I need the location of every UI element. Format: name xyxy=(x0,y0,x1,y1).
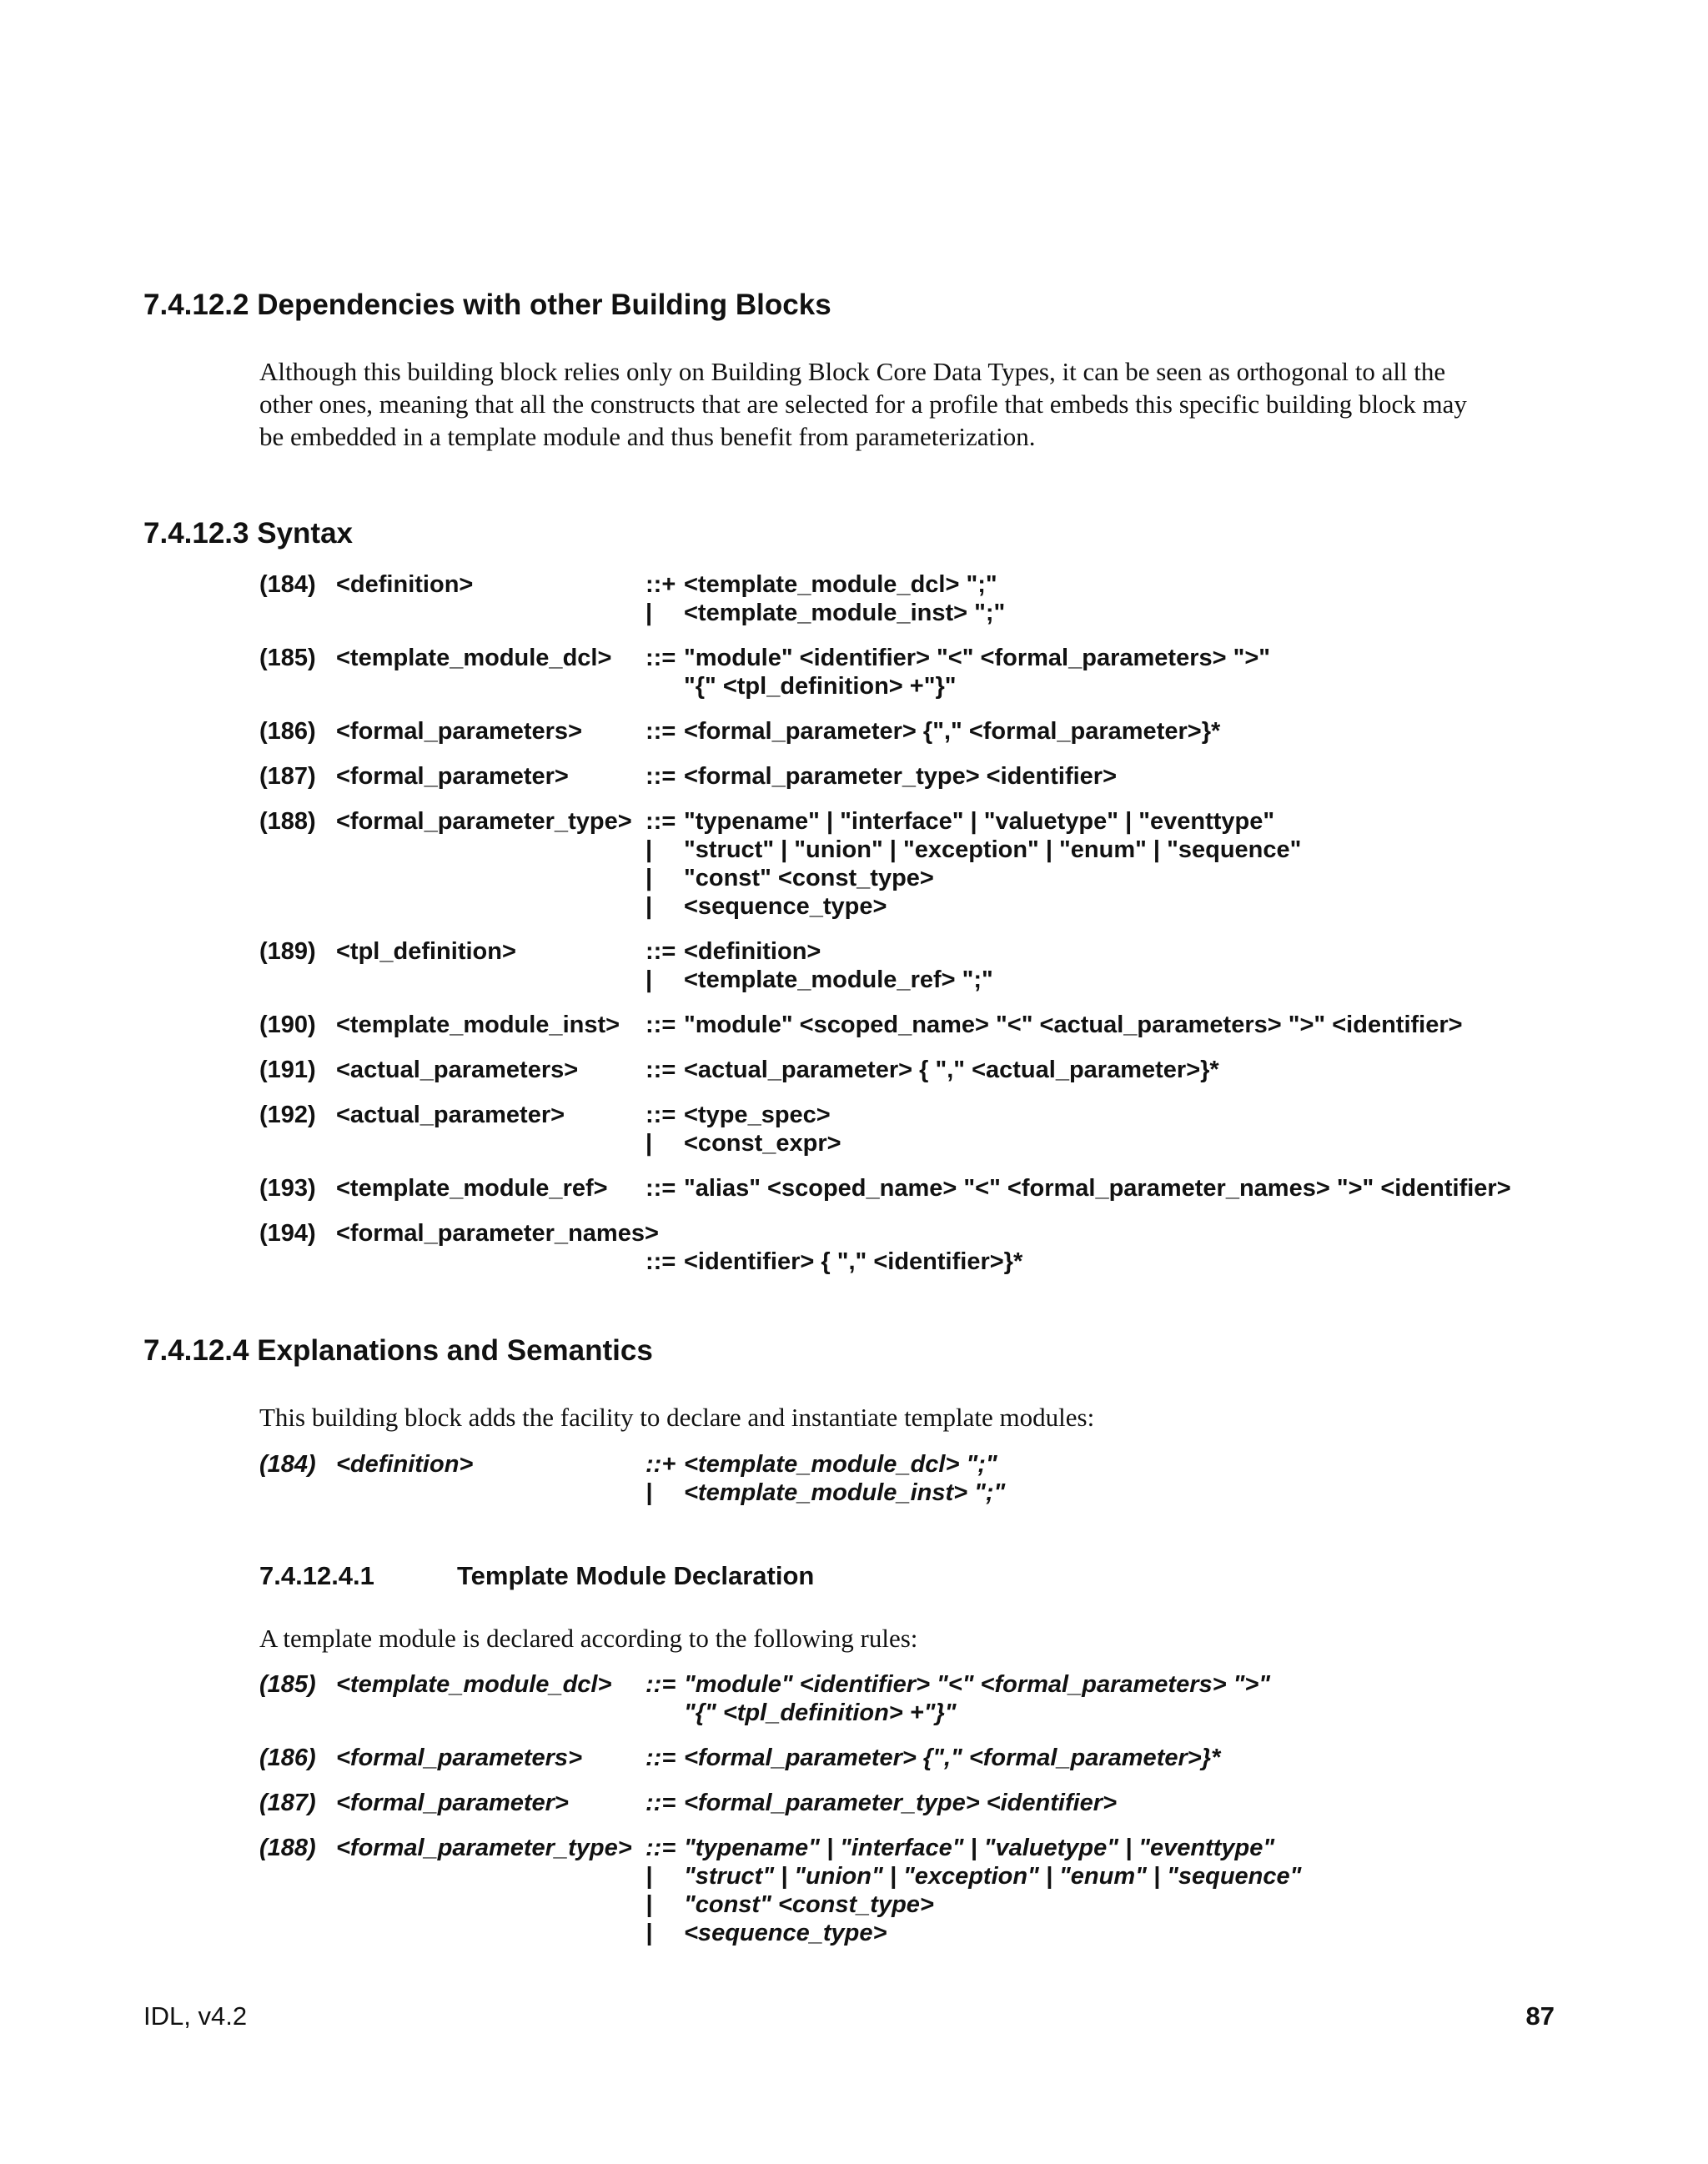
production-line xyxy=(646,762,1117,791)
production-text: <template_module_dcl> ";" xyxy=(684,1451,997,1478)
rule-number: (185) xyxy=(259,1671,316,1698)
subsection-number: 7.4.12.4.1 xyxy=(259,1561,374,1590)
production-operator: | xyxy=(646,1130,653,1157)
page-number: 87 xyxy=(1525,2001,1555,2031)
rule-number: (186) xyxy=(259,1745,316,1771)
production-line xyxy=(646,1219,1022,1248)
production-text: "const" <const_type> xyxy=(684,1891,934,1918)
production-operator: | xyxy=(646,865,653,891)
production-text: <formal_parameter_type> <identifier> xyxy=(684,1790,1118,1816)
production-text: "typename" | "interface" | "valuetype" | "eventtype" xyxy=(684,808,1275,835)
rule-number: (194) xyxy=(259,1220,316,1247)
production-text: <template_module_inst> ";" xyxy=(684,1479,1006,1506)
production-operator: | xyxy=(646,1479,653,1506)
production-line xyxy=(646,1834,1301,1862)
production-line xyxy=(646,1011,1463,1039)
production-line xyxy=(646,570,1005,599)
production-text: <formal_parameter> {"," <formal_parameter>}* xyxy=(684,1745,1221,1771)
production-text: <template_module_ref> ";" xyxy=(684,967,993,993)
production-line xyxy=(646,1174,1511,1203)
rule-production xyxy=(646,1219,1022,1276)
production-text: "alias" <scoped_name> "<" <formal_parameter_names> ">" <identifier> xyxy=(684,1175,1511,1202)
rule-number: (192) xyxy=(259,1102,316,1128)
rule-number: (184) xyxy=(259,1451,316,1478)
production-line xyxy=(646,966,993,994)
production-operator: ::= xyxy=(646,808,676,835)
rule-production xyxy=(646,1789,1117,1817)
production-text: "const" <const_type> xyxy=(684,865,934,891)
paragraph-line: be embedded in a template module and thus benefit from parameterization. xyxy=(259,422,1036,451)
production-text: "module" <identifier> "<" <formal_parameters> ">" xyxy=(684,645,1271,671)
rule-number: (193) xyxy=(259,1175,316,1202)
rule-nonterminal: <tpl_definition> xyxy=(336,938,516,965)
production-operator: ::= xyxy=(646,1175,676,1202)
production-line xyxy=(646,836,1301,864)
production-text: "typename" | "interface" | "valuetype" | "eventtype" xyxy=(684,1835,1275,1861)
rule-nonterminal: <template_module_dcl> xyxy=(336,645,612,671)
rule-production xyxy=(646,1056,1219,1084)
footer-document-label: IDL, v4.2 xyxy=(143,2001,248,2031)
production-line xyxy=(646,807,1301,836)
rule-production xyxy=(646,644,1270,700)
production-operator: ::= xyxy=(646,1012,676,1038)
production-text: <identifier> { "," <identifier>}* xyxy=(684,1248,1023,1275)
production-line xyxy=(646,1744,1220,1772)
production-operator: | xyxy=(646,1863,653,1890)
production-operator: ::+ xyxy=(646,1451,676,1478)
production-line xyxy=(646,717,1220,746)
rule-number: (187) xyxy=(259,763,316,790)
production-text: <type_spec> xyxy=(684,1102,831,1128)
production-operator: | xyxy=(646,893,653,920)
production-operator: ::+ xyxy=(646,571,676,598)
production-line xyxy=(646,1056,1219,1084)
rule-nonterminal: <formal_parameter_names> xyxy=(336,1220,659,1247)
production-operator: | xyxy=(646,836,653,863)
production-operator: ::= xyxy=(646,1102,676,1128)
production-operator: | xyxy=(646,600,653,626)
paragraph-line: Although this building block relies only on Building Block Core Data Types, it can be seen as orthogonal to all the xyxy=(259,357,1446,386)
template-declaration-intro: A template module is declared according to the following rules: xyxy=(259,1624,918,1653)
production-operator: | xyxy=(646,967,653,993)
rule-number: (184) xyxy=(259,571,316,598)
production-line xyxy=(646,1129,841,1157)
rule-nonterminal: <definition> xyxy=(336,571,474,598)
production-operator: ::= xyxy=(646,938,676,965)
production-operator: ::= xyxy=(646,1671,676,1698)
rule-production xyxy=(646,1670,1270,1727)
rule-number: (190) xyxy=(259,1012,316,1038)
production-line xyxy=(646,1101,841,1129)
rule-number: (188) xyxy=(259,1835,316,1861)
rule-production xyxy=(646,762,1117,791)
production-line xyxy=(646,1789,1117,1817)
rule-number: (186) xyxy=(259,718,316,745)
rule-nonterminal: <formal_parameter_type> xyxy=(336,1835,632,1861)
rule-nonterminal: <definition> xyxy=(336,1451,474,1478)
production-line xyxy=(646,864,1301,892)
rule-nonterminal: <formal_parameter_type> xyxy=(336,808,632,835)
production-operator: | xyxy=(646,1920,653,1946)
production-text: <template_module_dcl> ";" xyxy=(684,571,997,598)
rule-production xyxy=(646,717,1220,746)
rule-nonterminal: <formal_parameters> xyxy=(336,1745,582,1771)
rule-production xyxy=(646,1011,1463,1039)
production-text: "module" <identifier> "<" <formal_parameters> ">" xyxy=(684,1671,1271,1698)
rule-nonterminal: <template_module_dcl> xyxy=(336,1671,612,1698)
production-line xyxy=(646,1862,1301,1890)
rule-nonterminal: <formal_parameter> xyxy=(336,1790,569,1816)
subsection-title: Template Module Declaration xyxy=(457,1561,815,1590)
production-text: <const_expr> xyxy=(684,1130,841,1157)
rule-number: (189) xyxy=(259,938,316,965)
rule-nonterminal: <formal_parameter> xyxy=(336,763,569,790)
rule-production xyxy=(646,570,1005,627)
production-operator: ::= xyxy=(646,763,676,790)
section-heading-explanations: 7.4.12.4 Explanations and Semantics xyxy=(143,1334,653,1367)
rule-number: (187) xyxy=(259,1790,316,1816)
production-line xyxy=(646,892,1301,921)
explanations-intro: This building block adds the facility to declare and instantiate template modules: xyxy=(259,1403,1095,1432)
production-line xyxy=(646,644,1270,672)
rule-number: (185) xyxy=(259,645,316,671)
production-line xyxy=(646,1890,1301,1919)
rule-nonterminal: <actual_parameter> xyxy=(336,1102,565,1128)
rule-nonterminal: <template_module_ref> xyxy=(336,1175,608,1202)
production-line xyxy=(646,1479,1005,1507)
production-line xyxy=(646,1919,1301,1947)
production-text: "struct" | "union" | "exception" | "enum" | "sequence" xyxy=(684,836,1302,863)
production-operator: ::= xyxy=(646,1745,676,1771)
production-line xyxy=(646,1670,1270,1699)
production-line xyxy=(646,1450,1005,1479)
production-text: "{" <tpl_definition> +"}" xyxy=(684,673,957,700)
production-line xyxy=(646,937,993,966)
production-text: "struct" | "union" | "exception" | "enum" | "sequence" xyxy=(684,1863,1302,1890)
production-operator: ::= xyxy=(646,718,676,745)
paragraph-line: other ones, meaning that all the constructs that are selected for a profile that embeds this specific building block may xyxy=(259,389,1467,419)
production-text: <formal_parameter_type> <identifier> xyxy=(684,763,1118,790)
rule-production xyxy=(646,807,1301,921)
production-text: <formal_parameter> {"," <formal_parameter>}* xyxy=(684,718,1221,745)
production-line xyxy=(646,599,1005,627)
production-text: <template_module_inst> ";" xyxy=(684,600,1006,626)
production-text: <sequence_type> xyxy=(684,893,887,920)
section-heading-syntax: 7.4.12.3 Syntax xyxy=(143,517,353,550)
production-line xyxy=(646,1699,1270,1727)
production-operator: ::= xyxy=(646,1835,676,1861)
section-heading-dependencies: 7.4.12.2 Dependencies with other Building Blocks xyxy=(143,289,831,321)
rule-production xyxy=(646,937,993,994)
production-operator: ::= xyxy=(646,645,676,671)
rule-nonterminal: <actual_parameters> xyxy=(336,1057,579,1083)
production-text: <definition> xyxy=(684,938,821,965)
production-operator: ::= xyxy=(646,1790,676,1816)
rule-nonterminal: <formal_parameters> xyxy=(336,718,582,745)
production-text: <actual_parameter> { "," <actual_parameter>}* xyxy=(684,1057,1219,1083)
production-operator: | xyxy=(646,1891,653,1918)
production-line xyxy=(646,1248,1022,1276)
production-line xyxy=(646,672,1270,700)
rule-production xyxy=(646,1174,1511,1203)
rule-number: (188) xyxy=(259,808,316,835)
dependencies-paragraph xyxy=(259,355,1560,453)
rule-number: (191) xyxy=(259,1057,316,1083)
rule-production xyxy=(646,1450,1005,1507)
rule-production xyxy=(646,1744,1220,1772)
rule-nonterminal: <template_module_inst> xyxy=(336,1012,620,1038)
production-text: "{" <tpl_definition> +"}" xyxy=(684,1700,957,1726)
rule-production xyxy=(646,1834,1301,1947)
production-operator: ::= xyxy=(646,1248,676,1275)
production-operator: ::= xyxy=(646,1057,676,1083)
rule-production xyxy=(646,1101,841,1157)
production-text: "module" <scoped_name> "<" <actual_parameters> ">" <identifier> xyxy=(684,1012,1463,1038)
production-text: <sequence_type> xyxy=(684,1920,887,1946)
